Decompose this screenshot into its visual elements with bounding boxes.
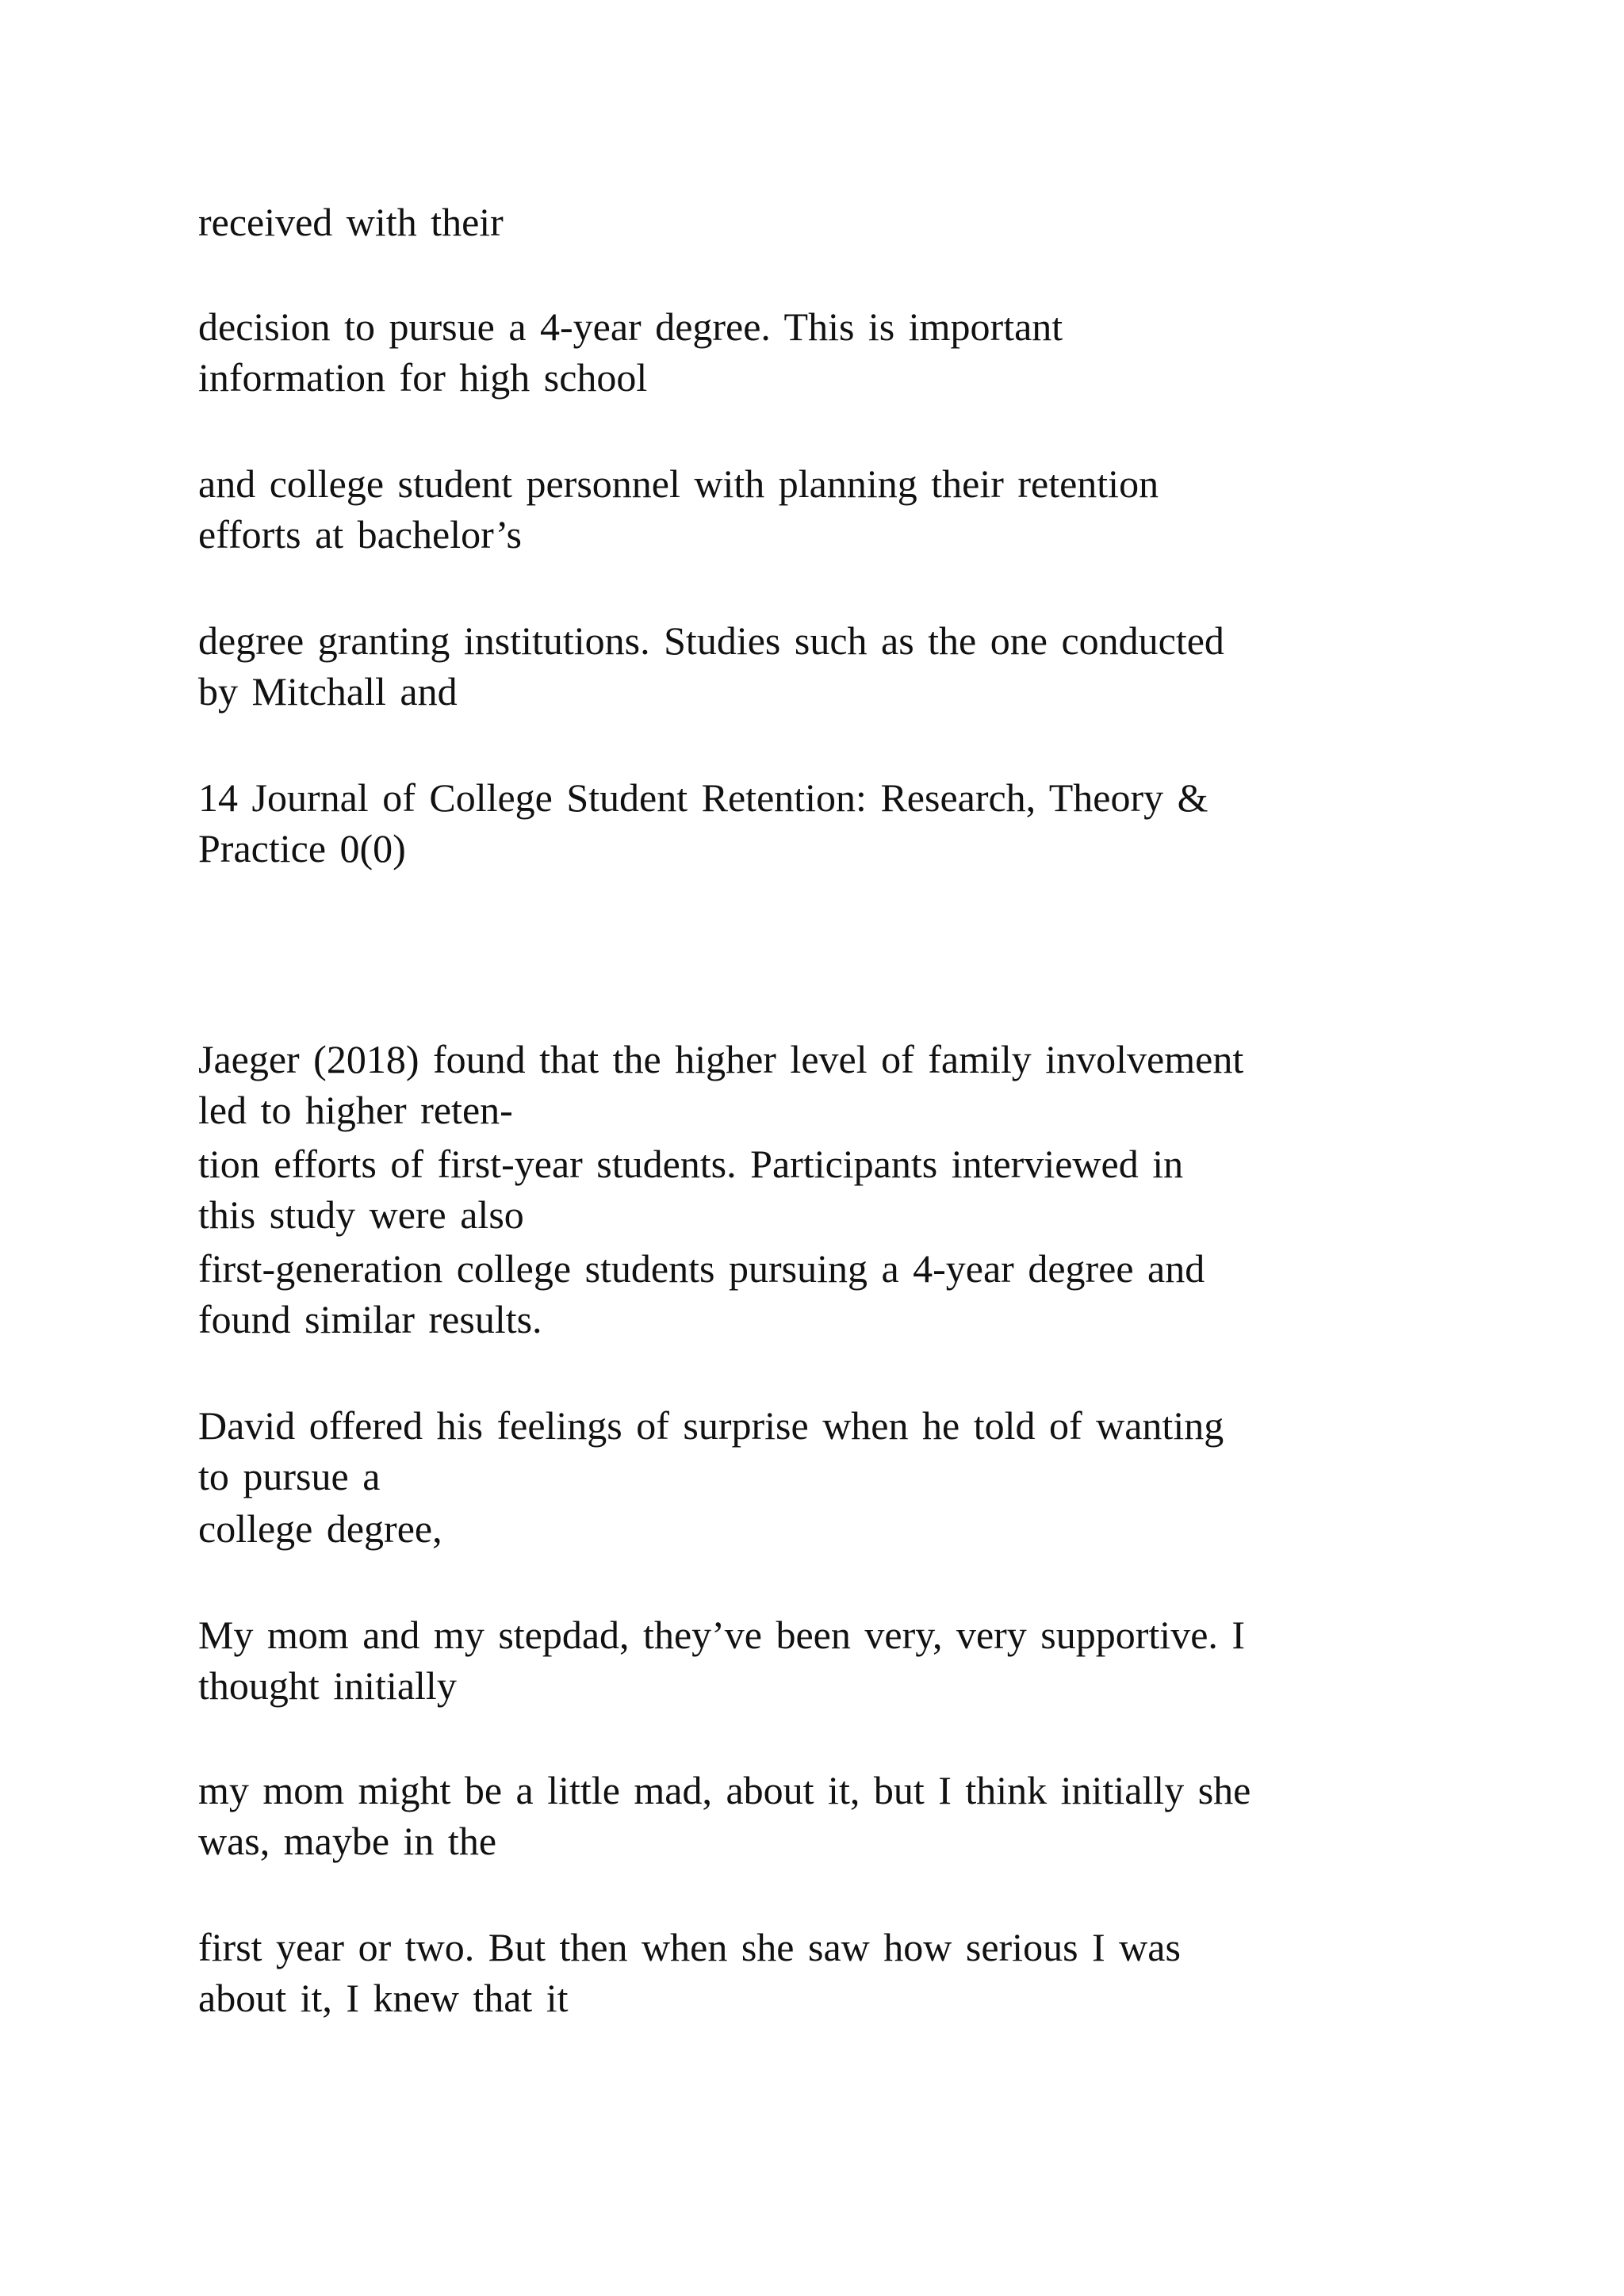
text-line: David offered his feelings of surprise when he told of wanting xyxy=(198,1403,1224,1448)
text-line: tion efforts of first-year students. Participants interviewed in xyxy=(198,1142,1184,1186)
text-line: college degree, xyxy=(198,1506,442,1551)
text-line: found similar results. xyxy=(198,1297,542,1341)
quote-line: my mom might be a little mad, about it, but I think initially she xyxy=(198,1768,1251,1812)
quote-line: about it, I knew that it xyxy=(198,1976,569,2020)
text-line: Jaeger (2018) found that the higher level of family involvement xyxy=(198,1037,1244,1081)
text-line: information for high school xyxy=(198,355,648,400)
text-line: and college student personnel with planning their retention xyxy=(198,461,1159,506)
text-line: led to higher reten- xyxy=(198,1088,513,1132)
text-line: this study were also xyxy=(198,1192,524,1237)
quote-line: was, maybe in the xyxy=(198,1819,497,1863)
running-header: 14 Journal of College Student Retention: Research, Theory & xyxy=(198,775,1208,820)
text-line: to pursue a xyxy=(198,1454,381,1498)
text-line: received with their xyxy=(198,200,504,244)
quote-line: My mom and my stepdad, they’ve been very, very supportive. I xyxy=(198,1613,1246,1657)
quote-line: first year or two. But then when she saw how serious I was xyxy=(198,1925,1181,1969)
text-line: efforts at bachelor’s xyxy=(198,512,522,557)
text-line: decision to pursue a 4-year degree. This is important xyxy=(198,304,1063,349)
text-line: degree granting institutions. Studies such as the one conducted xyxy=(198,618,1224,663)
quote-line: thought initially xyxy=(198,1663,457,1708)
running-header: Practice 0(0) xyxy=(198,826,406,871)
text-line: first-generation college students pursuing a 4-year degree and xyxy=(198,1246,1205,1291)
text-line: by Mitchall and xyxy=(198,669,458,714)
